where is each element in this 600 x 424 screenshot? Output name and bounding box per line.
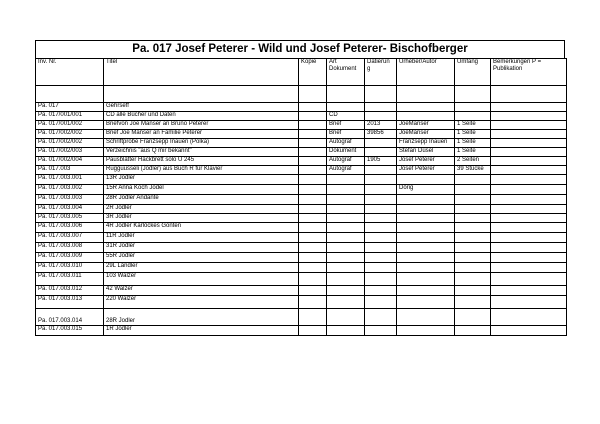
cell-inv: Pa. 017.003.009 — [36, 253, 104, 263]
cell-umfang — [455, 103, 491, 112]
cell-urheber — [397, 326, 455, 336]
cell-umfang — [455, 205, 491, 214]
cell-titel: 103 Walzer — [104, 273, 299, 286]
cell-titel: 28R Jodler Andante — [104, 195, 299, 205]
table-row — [36, 243, 567, 253]
cell-art — [327, 205, 365, 214]
table-row — [36, 309, 567, 326]
cell-datierung — [365, 112, 397, 121]
cell-bemerkungen — [491, 263, 567, 273]
cell-datierung — [365, 243, 397, 253]
cell-kopie — [299, 139, 327, 148]
cell-art: Brief — [327, 121, 365, 130]
table-row — [36, 166, 567, 175]
cell-umfang — [455, 309, 491, 326]
cell-umfang — [455, 243, 491, 253]
cell-inv: Pa. 017.003.015 — [36, 326, 104, 336]
header-art: Art Dokument — [327, 59, 365, 86]
cell-urheber — [397, 205, 455, 214]
cell-umfang — [455, 214, 491, 223]
cell-inv: Pa. 017.003 — [36, 166, 104, 175]
cell-urheber: JoeManser — [397, 130, 455, 139]
table-row — [36, 175, 567, 185]
cell-bemerkungen — [491, 205, 567, 214]
cell-kopie — [299, 185, 327, 195]
cell-umfang: 1 Seite — [455, 130, 491, 139]
cell-bemerkungen — [491, 166, 567, 175]
cell-art: Autograf — [327, 157, 365, 166]
cell-bemerkungen — [491, 175, 567, 185]
cell-umfang — [455, 195, 491, 205]
cell-inv: Pa. 017.003.004 — [36, 205, 104, 214]
cell-kopie — [299, 214, 327, 223]
header-kopie: Kopie — [299, 59, 327, 86]
cell-inv: Pa. 017/001/002 — [36, 121, 104, 130]
cell-kopie — [299, 205, 327, 214]
cell-umfang — [455, 263, 491, 273]
cell-inv: Pa. 017/001/001 — [36, 112, 104, 121]
cell-umfang — [455, 223, 491, 233]
cell-bemerkungen — [491, 326, 567, 336]
cell-umfang — [455, 273, 491, 286]
cell-bemerkungen — [491, 233, 567, 243]
cell-titel: 55R Jodler — [104, 253, 299, 263]
cell-kopie — [299, 286, 327, 296]
cell-art — [327, 296, 365, 309]
cell-kopie — [299, 273, 327, 286]
cell-urheber — [397, 243, 455, 253]
cell-titel: Verzeichnis "aus Q mir bekannt" — [104, 148, 299, 157]
table-row — [36, 286, 567, 296]
cell-kopie — [299, 309, 327, 326]
cell-umfang — [455, 175, 491, 185]
cell-bemerkungen — [491, 130, 567, 139]
cell-datierung — [365, 148, 397, 157]
cell-kopie — [299, 157, 327, 166]
cell-datierung — [365, 166, 397, 175]
cell-titel: Briefvon Joe Manser an Bruno Peterer — [104, 121, 299, 130]
cell-umfang — [455, 185, 491, 195]
cell-kopie — [299, 175, 327, 185]
table-row — [36, 263, 567, 273]
header-inv: Inv. Nr. — [36, 59, 104, 86]
cell-kopie — [299, 223, 327, 233]
spacer-row — [36, 86, 567, 103]
cell-art — [327, 243, 365, 253]
table-row — [36, 121, 567, 130]
table-row — [36, 296, 567, 309]
cell-datierung: 1905 — [365, 157, 397, 166]
cell-titel: Gehrseff — [104, 103, 299, 112]
cell-inv: Pa. 017/002/002 — [36, 130, 104, 139]
cell-urheber — [397, 175, 455, 185]
cell-datierung — [365, 205, 397, 214]
cell-umfang — [455, 296, 491, 309]
cell-datierung — [365, 309, 397, 326]
cell-bemerkungen — [491, 273, 567, 286]
cell-datierung — [365, 139, 397, 148]
cell-art — [327, 214, 365, 223]
inventory-table — [35, 58, 567, 336]
header-row — [36, 59, 567, 86]
cell-inv: Pa. 017/002/003 — [36, 148, 104, 157]
cell-kopie — [299, 130, 327, 139]
cell-kopie — [299, 148, 327, 157]
cell-datierung — [365, 253, 397, 263]
cell-art — [327, 233, 365, 243]
cell-titel: 15R Anna Koch Jodel — [104, 185, 299, 195]
cell-bemerkungen — [491, 286, 567, 296]
cell-art — [327, 175, 365, 185]
cell-kopie — [299, 121, 327, 130]
cell-inv: Pa. 017.003.006 — [36, 223, 104, 233]
cell-bemerkungen — [491, 185, 567, 195]
cell-kopie — [299, 243, 327, 253]
table-row — [36, 103, 567, 112]
cell-urheber — [397, 103, 455, 112]
cell-urheber — [397, 263, 455, 273]
cell-inv: Pa. 017.003.003 — [36, 195, 104, 205]
cell-inv: Pa. 017.003.001 — [36, 175, 104, 185]
cell-urheber: Franzsepp Inauen — [397, 139, 455, 148]
cell-datierung: 39856 — [365, 130, 397, 139]
cell-inv: Pa. 017.003.012 — [36, 286, 104, 296]
cell-titel: Rugguusseli (Jodler) aus Buch R für Klavier — [104, 166, 299, 175]
cell-umfang — [455, 253, 491, 263]
cell-bemerkungen — [491, 195, 567, 205]
cell-inv: Pa. 017.003.010 — [36, 263, 104, 273]
cell-datierung — [365, 175, 397, 185]
cell-kopie — [299, 253, 327, 263]
cell-art — [327, 309, 365, 326]
cell-datierung — [365, 195, 397, 205]
cell-urheber: Josef Peterer — [397, 166, 455, 175]
cell-inv: Pa. 017/002/004 — [36, 157, 104, 166]
table-row — [36, 130, 567, 139]
cell-kopie — [299, 263, 327, 273]
cell-art — [327, 273, 365, 286]
cell-titel: Schriftprobe Franzsepp Inauen (Polka) — [104, 139, 299, 148]
table-row — [36, 205, 567, 214]
cell-kopie — [299, 166, 327, 175]
table-row — [36, 233, 567, 243]
table-body — [36, 59, 567, 336]
header-datierung: Datierun g — [365, 59, 397, 86]
cell-titel: 42 Walzer — [104, 286, 299, 296]
cell-inv: Pa. 017.003.014 — [36, 309, 104, 326]
cell-urheber — [397, 296, 455, 309]
cell-bemerkungen — [491, 223, 567, 233]
cell-urheber — [397, 214, 455, 223]
cell-art: Autograf — [327, 166, 365, 175]
table-row — [36, 112, 567, 121]
table-row — [36, 214, 567, 223]
cell-umfang: 1 Seite — [455, 121, 491, 130]
cell-titel: 31R Jodler — [104, 243, 299, 253]
cell-urheber — [397, 253, 455, 263]
cell-datierung — [365, 185, 397, 195]
cell-umfang: 1 Seite — [455, 139, 491, 148]
cell-titel: 4R Jodler Karlöckes Gonten — [104, 223, 299, 233]
cell-art — [327, 185, 365, 195]
cell-kopie — [299, 233, 327, 243]
cell-bemerkungen — [491, 296, 567, 309]
inventory-sheet — [35, 40, 565, 336]
cell-kopie — [299, 326, 327, 336]
cell-datierung — [365, 263, 397, 273]
cell-urheber: Stefan Düsel — [397, 148, 455, 157]
cell-art: Autograf — [327, 139, 365, 148]
cell-art: Dokument — [327, 148, 365, 157]
cell-art: CD — [327, 112, 365, 121]
cell-inv: Pa. 017.003.005 — [36, 214, 104, 223]
cell-umfang — [455, 326, 491, 336]
table-row — [36, 148, 567, 157]
cell-art — [327, 263, 365, 273]
cell-bemerkungen — [491, 121, 567, 130]
cell-urheber — [397, 273, 455, 286]
cell-titel: Brief Joe Manser an Familie Peterer — [104, 130, 299, 139]
cell-art — [327, 326, 365, 336]
cell-bemerkungen — [491, 309, 567, 326]
cell-datierung — [365, 296, 397, 309]
cell-datierung — [365, 214, 397, 223]
cell-art — [327, 286, 365, 296]
cell-umfang: 1 Seite — [455, 148, 491, 157]
header-urheber: Urheber/Autor — [397, 59, 455, 86]
cell-umfang: 2 Seiten — [455, 157, 491, 166]
cell-inv: Pa. 017 — [36, 103, 104, 112]
cell-kopie — [299, 195, 327, 205]
cell-art: Brief — [327, 130, 365, 139]
cell-art — [327, 103, 365, 112]
cell-titel: 13R Jodler — [104, 175, 299, 185]
table-row — [36, 326, 567, 336]
cell-urheber — [397, 233, 455, 243]
cell-kopie — [299, 112, 327, 121]
cell-titel: 2R Jodler — [104, 205, 299, 214]
cell-urheber: JoeManser — [397, 121, 455, 130]
cell-bemerkungen — [491, 112, 567, 121]
cell-titel: 3R Jodler — [104, 214, 299, 223]
table-row — [36, 253, 567, 263]
cell-urheber — [397, 195, 455, 205]
table-row — [36, 185, 567, 195]
cell-titel: 1R Jodler — [104, 326, 299, 336]
table-row — [36, 195, 567, 205]
cell-urheber — [397, 223, 455, 233]
header-bemerkungen: Bemerkungen P = Publikation — [491, 59, 567, 86]
cell-datierung — [365, 103, 397, 112]
cell-inv: Pa. 017.003.013 — [36, 296, 104, 309]
cell-umfang — [455, 286, 491, 296]
cell-bemerkungen — [491, 157, 567, 166]
cell-art — [327, 253, 365, 263]
page-title: Pa. 017 Josef Peterer - Wild und Josef Peterer- Bischofberger — [35, 40, 565, 58]
cell-bemerkungen — [491, 243, 567, 253]
cell-inv: Pa. 017.003.011 — [36, 273, 104, 286]
cell-kopie — [299, 103, 327, 112]
cell-bemerkungen — [491, 148, 567, 157]
cell-bemerkungen — [491, 253, 567, 263]
cell-titel: CD alle Bücher und Daten — [104, 112, 299, 121]
table-row — [36, 157, 567, 166]
cell-inv: Pa. 017/002/002 — [36, 139, 104, 148]
table-row — [36, 223, 567, 233]
cell-umfang — [455, 112, 491, 121]
cell-umfang — [455, 233, 491, 243]
cell-titel: Pausblätter Hackbrett solo U 245 — [104, 157, 299, 166]
cell-titel: 11R Jodler — [104, 233, 299, 243]
cell-titel: 220 Walzer — [104, 296, 299, 309]
cell-datierung: 2013 — [365, 121, 397, 130]
cell-datierung — [365, 286, 397, 296]
cell-titel: 28R Jodler — [104, 309, 299, 326]
cell-inv: Pa. 017.003.008 — [36, 243, 104, 253]
header-umfang: Umfang — [455, 59, 491, 86]
cell-datierung — [365, 326, 397, 336]
cell-urheber — [397, 112, 455, 121]
header-titel: Titel — [104, 59, 299, 86]
cell-urheber: Josef Peterer — [397, 157, 455, 166]
cell-datierung — [365, 223, 397, 233]
table-row — [36, 139, 567, 148]
cell-urheber: Dörig — [397, 185, 455, 195]
cell-art — [327, 223, 365, 233]
cell-kopie — [299, 296, 327, 309]
table-row — [36, 273, 567, 286]
cell-urheber — [397, 309, 455, 326]
cell-inv: Pa. 017.003.007 — [36, 233, 104, 243]
cell-umfang: 39 Stücke — [455, 166, 491, 175]
cell-urheber — [397, 286, 455, 296]
cell-titel: 29L Ländler — [104, 263, 299, 273]
cell-bemerkungen — [491, 139, 567, 148]
cell-inv: Pa. 017.003.002 — [36, 185, 104, 195]
cell-art — [327, 195, 365, 205]
cell-bemerkungen — [491, 214, 567, 223]
cell-bemerkungen — [491, 103, 567, 112]
cell-datierung — [365, 273, 397, 286]
cell-datierung — [365, 233, 397, 243]
